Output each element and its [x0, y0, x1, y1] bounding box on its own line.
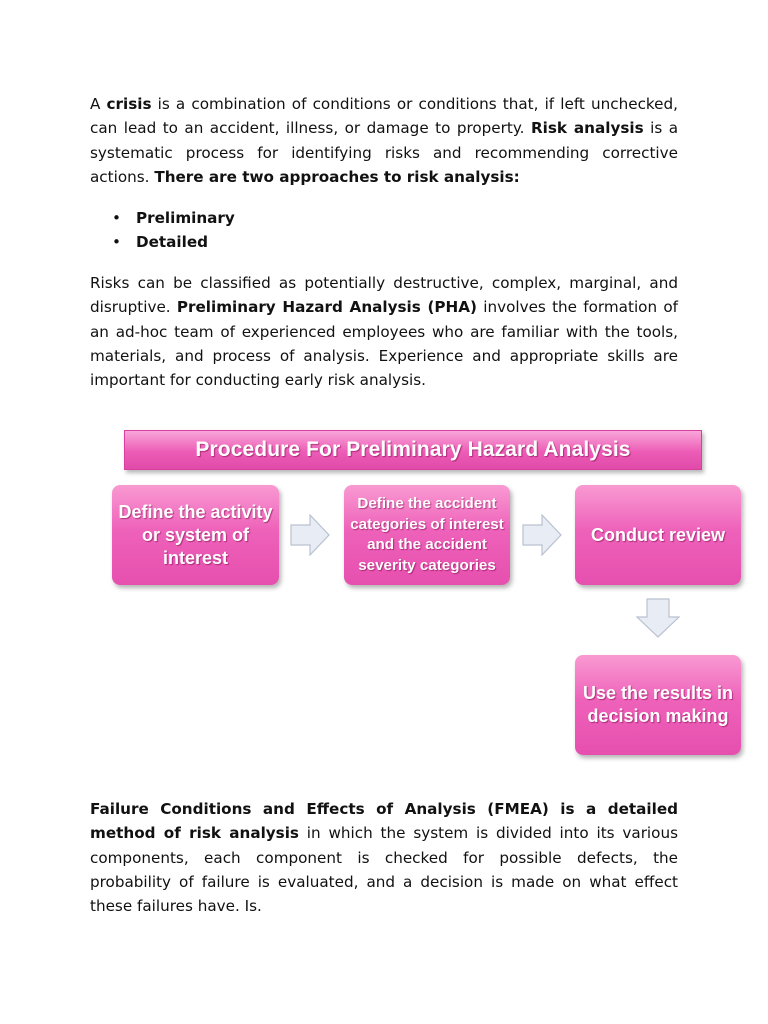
intro-paragraph — [90, 92, 678, 189]
approaches-heading: There are two approaches to risk analysis: — [154, 167, 520, 186]
step-use-results: Use the results in decision making — [575, 655, 741, 755]
arrow-right-icon — [522, 514, 562, 556]
pha-text-2: involves the formation of an ad-hoc team of experienced employees who are familiar with the tools, materials, and process of analysis. Experience and appropriate skills are important for conducting early risk analysis. — [90, 298, 678, 390]
arrow-down-icon — [636, 598, 680, 638]
intro-text-3: is a systematic process for identifying risks and recommending corrective actions. — [90, 119, 678, 186]
fmea-paragraph — [90, 797, 678, 918]
diagram-title-banner — [124, 430, 702, 470]
pha-term: Preliminary Hazard Analysis (PHA) — [176, 298, 477, 317]
risk-analysis-term: Risk analysis — [530, 119, 644, 138]
intro-text-1: A — [90, 95, 107, 113]
step-define-activity: Define the activity or system of interest — [112, 485, 279, 585]
intro-text-2: is a combination of conditions or conditions that, if left unchecked, can lead to an accident, illness, or damage to property. — [90, 95, 678, 138]
step-define-categories: Define the accident categories of interest and the accident severity categories — [344, 485, 510, 585]
arrow-right-icon — [290, 514, 330, 556]
diagram-title: Procedure For Preliminary Hazard Analysis — [195, 438, 631, 461]
approaches-list — [110, 206, 235, 255]
step-conduct-review: Conduct review — [575, 485, 741, 585]
list-item: • Preliminary — [110, 206, 235, 230]
crisis-term: crisis — [106, 95, 152, 113]
list-item: • Detailed — [110, 230, 235, 254]
fmea-text-1: in which the system is divided into its various components, each component is checked for possible defects, the probability of failure is evaluated, and a decision is made on what effect these failures have. Is. — [90, 824, 678, 916]
fmea-term: Failure Conditions and Effects of Analysis (FMEA) is a detailed method of risk analysis — [90, 800, 678, 843]
pha-paragraph — [90, 271, 678, 392]
pha-text-1: Risks can be classified as potentially destructive, complex, marginal, and disruptive. — [90, 274, 678, 317]
